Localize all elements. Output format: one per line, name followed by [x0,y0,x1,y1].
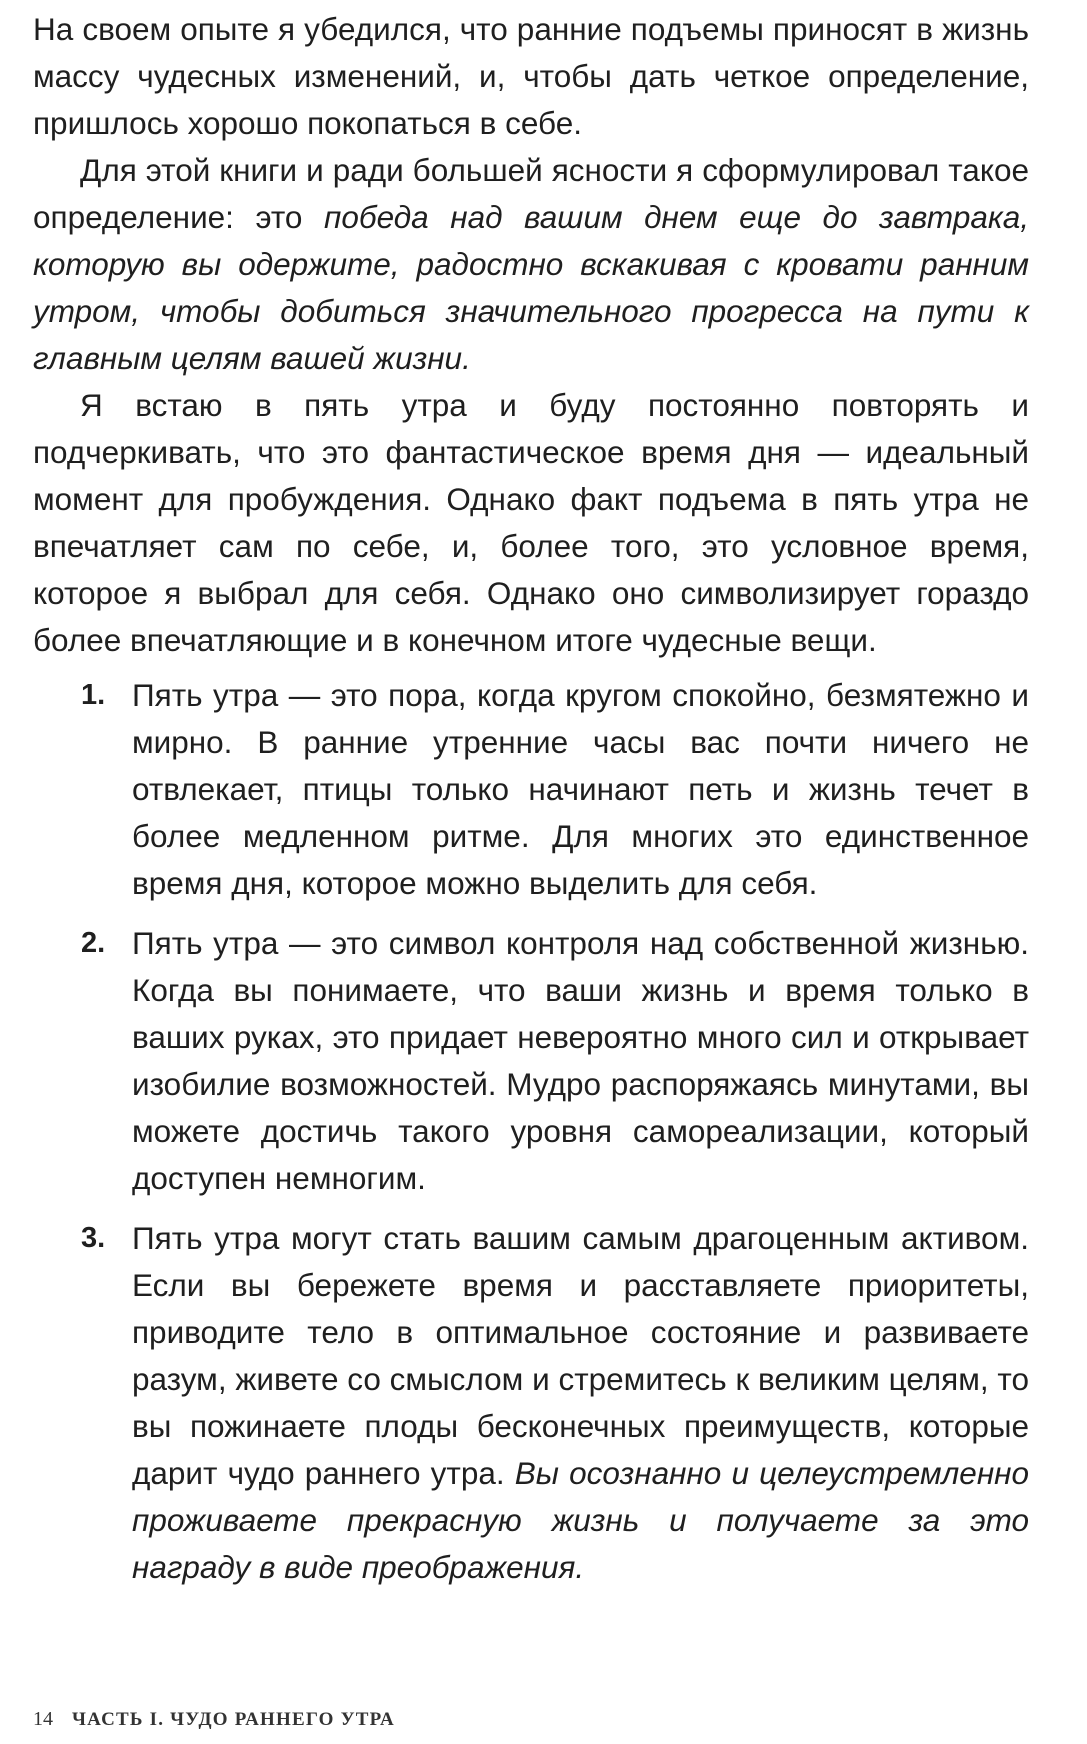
numbered-list [33,672,1029,1591]
list-item [33,1215,1029,1591]
list-item-number: 3. [81,1222,106,1254]
list-item-text [132,1215,1029,1591]
paragraph-2-emphasis: победа над вашим днем еще до завтрака, которую вы одержите, радостно вскакивая с кровати ранним утром, чтобы добиться значительного прогресса на пути к главным целям вашей жизни. [33,199,1030,376]
paragraph-1: На своем опыте я убедился, что ранние подъемы приносят в жизнь массу чудесных изменений, и, чтобы дать четкое определение, пришлось хорошо покопаться в себе. [33,11,1029,141]
page-body [33,0,1029,1604]
list-item [33,920,1029,1202]
list-item-text: Пять утра — это пора, когда кругом спокойно, безмятежно и мирно. В ранние утренние часы вас почти ничего не отвлекает, птицы только начинают петь и жизнь течет в более медленном ритме. Для многих это единственное время дня, которое можно выделить для себя. [132,677,1029,901]
list-item-number: 2. [81,927,106,959]
paragraph-2 [33,147,1029,382]
list-item-text-plain: Пять утра могут стать вашим самым драгоценным активом. Если вы бережете время и расставляете приоритеты, приводите тело в оптимальное состояние и развиваете разум, живете со смыслом и стремитесь к великим целям, то вы пожинаете плоды бесконечных преимуществ, которые дарит чудо раннего утра. [132,1220,1029,1491]
paragraph-2-lead: Для этой книги и ради большей ясности я сформулировал такое определение: это [33,152,1029,235]
page-footer [33,1708,395,1731]
running-head: ЧАСТЬ I. ЧУДО РАННЕГО УТРА [72,1709,395,1730]
list-item-text: Пять утра — это символ контроля над собственной жизнью. Когда вы понимаете, что ваши жизнь и время только в ваших руках, это придает невероятно много сил и открывает изобилие возможностей. Мудро распоряжаясь минутами, вы можете достичь такого уровня самореализации, который доступен немногим. [132,925,1029,1196]
list-item-number: 1. [81,679,106,711]
list-item-text-emphasis: Вы осознанно и целеустремленно проживаете прекрасную жизнь и получаете за это награду в виде преображения. [132,1455,1030,1585]
list-item [33,672,1029,907]
paragraph-3: Я встаю в пять утра и буду постоянно повторять и подчеркивать, что это фантастическое время дня — идеальный момент для пробуждения. Однако факт подъема в пять утра не впечатляет сам по себе, и, более того, это условное время, которое я выбрал для себя. Однако оно символизирует гораздо более впечатляющие и в конечном итоге чудесные вещи. [33,387,1029,658]
page-number: 14 [33,1708,53,1730]
